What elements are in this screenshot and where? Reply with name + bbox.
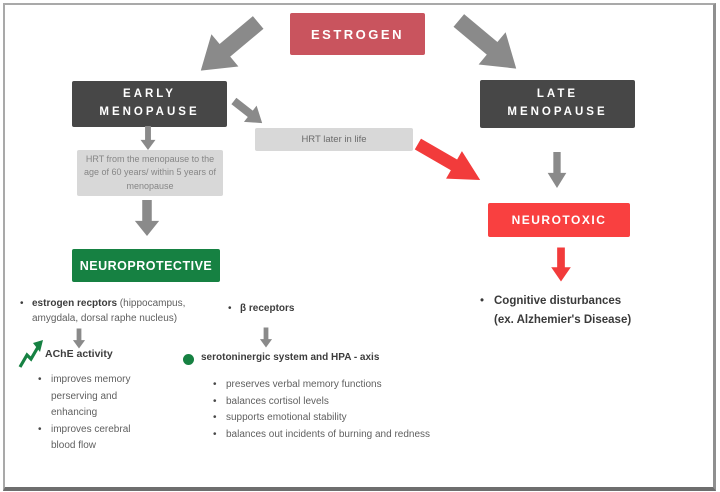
- list-item-text: • improves cerebral blood flow: [51, 423, 131, 451]
- neurotoxic-box: NEUROTOXIC: [488, 203, 630, 237]
- arrow-hrt-later-to-neurotoxic-icon: [409, 129, 488, 194]
- list-item: [38, 422, 156, 455]
- hrt-early-box: HRT from the menopause to the age of 60 years/ within 5 years of menopause: [77, 150, 223, 196]
- ache-activity-title: AChE activity: [45, 348, 113, 360]
- cognitive-line2: (ex. Alzhemier's Disease): [494, 314, 632, 326]
- list-item: [213, 394, 431, 411]
- neuroprotective-box: NEUROPROTECTIVE: [72, 249, 220, 282]
- arrow-late-to-neurotoxic-icon: [547, 152, 567, 188]
- list-item: [38, 372, 156, 422]
- arrow-estrogen-to-late-icon: [444, 3, 530, 86]
- arrow-neurotoxic-to-cognitive-icon: [551, 248, 572, 282]
- cognitive-disturbances-bullet: [480, 292, 631, 330]
- trend-up-arrow-icon: [17, 338, 45, 370]
- arrow-hrt-early-to-neuroprotective-icon: [134, 200, 160, 236]
- list-item: [213, 410, 431, 427]
- arrow-early-to-hrt-later-icon: [227, 92, 269, 132]
- beta-receptors-label: β receptors: [240, 303, 295, 314]
- arrow-early-to-hrt-early-icon: [140, 126, 156, 150]
- arrow-beta-to-serotoninergic-icon: [260, 328, 273, 348]
- list-item-text: • balances cortisol levels: [226, 395, 329, 407]
- serotoninergic-bullet-list: [213, 377, 431, 443]
- ache-activity-header: [17, 338, 113, 370]
- list-item: [213, 377, 431, 394]
- early-menopause-box: EARLY MENOPAUSE: [72, 81, 227, 127]
- list-item-text: • preserves verbal memory functions: [226, 379, 382, 390]
- serotoninergic-title: serotoninergic system and HPA - axis: [201, 352, 380, 363]
- estrogen-box: ESTROGEN: [290, 13, 425, 55]
- late-menopause-box: LATE MENOPAUSE: [480, 80, 635, 128]
- list-item-text: • supports emotional stability: [226, 412, 347, 423]
- estrogen-receptors-bullet: [20, 296, 215, 326]
- cognitive-line1: • Cognitive disturbances: [494, 295, 622, 307]
- arrow-estrogen-to-early-icon: [186, 5, 272, 88]
- hrt-later-box: HRT later in life: [255, 128, 413, 151]
- serotoninergic-dot-icon: [183, 354, 194, 365]
- list-item: [213, 427, 431, 444]
- serotoninergic-header: [201, 352, 379, 363]
- estrogen-receptors-label: estrogen recptors: [32, 298, 118, 309]
- list-item-text: • balances out incidents of burning and redness: [226, 428, 431, 440]
- ache-bullet-list: [38, 372, 156, 455]
- estrogen-receptors-detail: (hippocampus, amygdala, dorsal raphe nucleus): [32, 298, 186, 324]
- list-item-text: • improves memory perserving and enhancing: [51, 374, 131, 418]
- beta-receptors-bullet: [228, 301, 348, 316]
